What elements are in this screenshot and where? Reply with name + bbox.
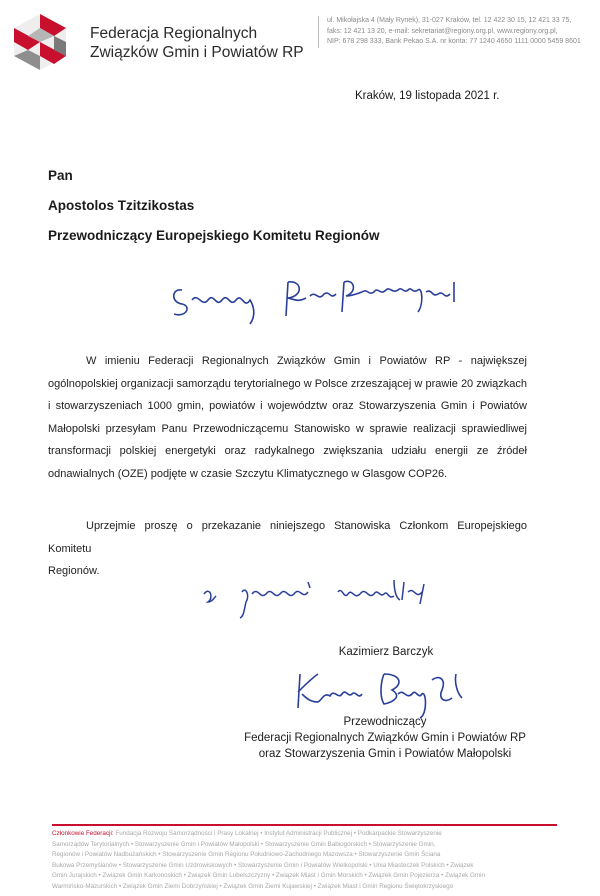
contact-line: faks: 12 421 13 20, e-mail: sekretariat@regiony.org.pl, www.regiony.org.pl, (327, 27, 558, 35)
handwritten-signature (288, 664, 478, 714)
footer-line: Gmin Jurajskich • Związek Gmin Karkonoskich • Związek Gmin Lubelszczyzny • Związek Miast i Gmin Morskich • Związek Gmin Pojezierza • Związek Gmin (52, 872, 486, 879)
contact-line: NIP: 678 298 333, Bank Pekao S.A. nr konta: 77 1240 4650 1111 0000 5459 8601 (327, 38, 581, 45)
footer-line: Samorządów Terytorialnych • Stowarzyszenie Gmin i Powiatów Małopolski • Stowarzyszenie Gmin Babiogórskich • Stowarzyszenie Gmin, (52, 840, 436, 848)
org-name-line-1: Federacja Regionalnych (90, 25, 258, 42)
organization-name (90, 24, 304, 62)
paragraph-line: i stowarzyszeniach 1000 gmin, powiatów i województw oraz Stowarzyszenia Gmin i Powiatów (48, 400, 527, 413)
handwritten-greeting (168, 270, 488, 330)
footer-line: Regionów i Powiatów Nadbużańskich • Stowarzyszenie Gmin Regionu Południowo-Zachodniego Mazowsza • Stowarzyszenie Gmin Ściana (52, 851, 441, 858)
signer-org-line-2: oraz Stowarzyszenia Gmin i Powiatów Małopolski (258, 748, 512, 760)
paragraph-line: Regionów. (48, 565, 100, 578)
signer-org-line-1: Federacji Regionalnych Związków Gmin i Powiatów RP (244, 732, 526, 744)
addressee-name: Apostolos Tzitzikostas (48, 198, 195, 213)
paragraph-line: Małopolski przesyłam Panu Przewodniczącemu Stanowisko w sprawie realizacji sprawiedliwej (48, 422, 527, 435)
signer-role: Przewodniczący (343, 716, 427, 728)
signer-role-block (230, 714, 540, 762)
paragraph-line: Uprzejmie proszę o przekazanie niniejszego Stanowiska Członkom Europejskiego Komitetu (48, 520, 527, 555)
footer-label: Członkowie Federacji: (52, 830, 114, 837)
salutation: Pan (48, 168, 73, 183)
footer-line: Warmińsko-Mazurskich • Związek Gmin Ziemi Dobrzyńskiej • Związek Gmin Ziemi Kujawskiej • Związek Miast i Gmin Regionu Świętokrzyskiego (52, 882, 454, 890)
contact-block (318, 16, 600, 48)
paragraph-line: odnawialnych (OZE) podjęte w czasie Szczytu Klimatycznego w Glasgow COP26. (48, 467, 448, 480)
footer-line-text: Fundacja Rozwoju Samorządności i Prasy Lokalnej • Instytut Administracji Publicznej • Podkarpackie Stowarzyszenie (115, 830, 442, 837)
letter-date: Kraków, 19 listopada 2021 r. (355, 90, 500, 102)
signer-name: Kazimierz Barczyk (338, 646, 434, 658)
handwritten-closing (198, 572, 468, 622)
paragraph-line: transformacji polskiej energetyki oraz radykalnego zwiększania udziału energii ze źródeł (48, 445, 527, 458)
footer-line (52, 829, 557, 840)
footer-divider (52, 824, 557, 826)
footer (52, 824, 557, 892)
footer-members-list (52, 829, 557, 892)
contact-line: ul. Mikołajska 4 (Mały Rynek), 31-027 Kraków, tel. 12 422 30 15, 12 421 33 75, (327, 17, 572, 24)
footer-line: Bukowa Przemyślanów • Stowarzyszenie Gmin Uzdrowiskowych • Stowarzyszenie Gmin i Powiatów Wielkopolski • Unia Miasteczek Polskich • Związek (52, 861, 474, 869)
addressee-title: Przewodniczący Europejskiego Komitetu Regionów (48, 228, 380, 243)
federation-logo (14, 14, 66, 70)
org-name-line-2: Związków Gmin i Powiatów RP (90, 44, 304, 61)
body-paragraph-1 (48, 350, 527, 486)
paragraph-line: ogólnopolskiej organizacji samorządu terytorialnego w Polsce zrzeszającej w prawie 20 związkach (48, 377, 527, 390)
paragraph-line: W imieniu Federacji Regionalnych Związków Gmin i Powiatów RP - największej (86, 355, 527, 367)
